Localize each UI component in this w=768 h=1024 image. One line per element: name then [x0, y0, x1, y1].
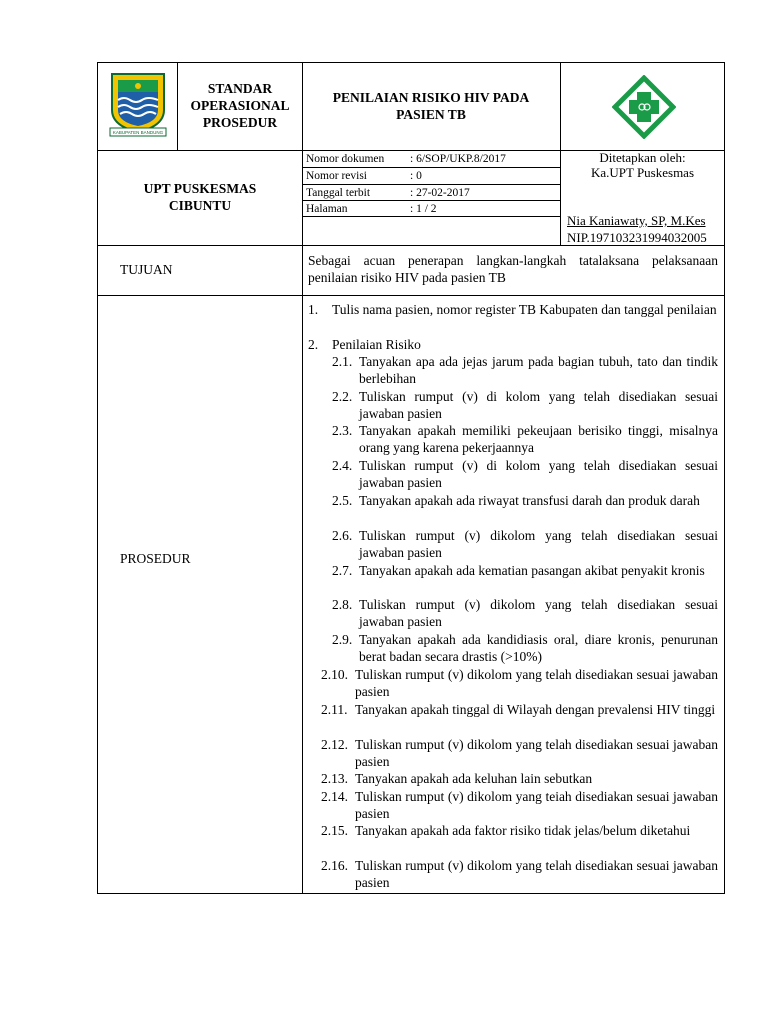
list-item-number: 2.15.	[321, 823, 348, 838]
list-item-number: 2.12.	[321, 737, 348, 752]
doc-info-label: Nomor revisi	[306, 170, 368, 182]
document-title: PENILAIAN RISIKO HIV PADA PASIEN TB	[332, 90, 530, 122]
list-item-number: 2.11.	[321, 702, 348, 717]
list-item-text: Tanyakan apakah ada kandidiasis oral, diare kronis, penurunan berat badan secara drastis (>10%)	[359, 632, 718, 665]
doc-info-value: : 1 / 2	[410, 203, 437, 215]
list-item-number: 2.10.	[321, 667, 348, 682]
organization-name: UPT PUSKESMAS CIBUNTU	[143, 181, 257, 213]
puskesmas-cross-logo	[612, 75, 676, 139]
doc-info-value: : 6/SOP/UKP.8/2017	[410, 153, 506, 165]
doc-info-value: : 0	[410, 170, 422, 182]
sop-title: STANDAR OPERASIONAL PROSEDUR	[190, 81, 290, 130]
list-item-text: Tuliskan rumput (v) dikolom yang telah disediakan sesuai jawaban pasien	[359, 597, 718, 630]
list-item-number: 2.6.	[332, 528, 353, 543]
list-item-text: Tuliskan rumput (v) di kolom yang telah disediakan sesuai jawaban pasien	[359, 458, 718, 491]
prosedur-label: PROSEDUR	[120, 551, 191, 566]
list-item-text: Tanyakan apakah ada keluhan lain sebutkan	[355, 771, 593, 786]
list-item-number: 2.16.	[321, 858, 348, 873]
logo-ribbon-text: KABUPATEN BANDUNG	[112, 130, 164, 135]
list-item-number: 2.8.	[332, 597, 353, 612]
list-item-number: 2.4.	[332, 458, 353, 473]
list-item-text: Tuliskan rumput (v) dikolom yang telah disediakan sesuai jawaban pasien	[355, 737, 718, 770]
list-item-text: Tanyakan apakah ada faktor risiko tidak jelas/belum diketahui	[355, 823, 691, 838]
doc-info-label: Halaman	[306, 203, 348, 215]
list-item-number: 2.3.	[332, 423, 353, 438]
list-item-number: 2.9.	[332, 632, 353, 647]
list-item-number: 2.	[308, 337, 319, 352]
approver-name: Nia Kaniawaty, SP, M.Kes	[567, 213, 706, 228]
list-item-number: 2.2.	[332, 389, 353, 404]
list-item-number: 2.13.	[321, 771, 348, 786]
list-item-text: Tanyakan apakah ada kematian pasangan akibat penyakit kronis	[359, 563, 705, 578]
list-item-text: Tuliskan rumput (v) dikolom yang telah disediakan sesuai jawaban pasien	[359, 528, 718, 561]
list-item-number: 2.7.	[332, 563, 353, 578]
approval-label: Ditetapkan oleh:	[599, 150, 686, 165]
list-item-number: 2.5.	[332, 493, 353, 508]
list-item-text: Tanyakan apakah tinggal di Wilayah dengan prevalensi HIV tinggi	[355, 702, 716, 717]
regency-logo	[106, 66, 170, 138]
list-item-text: Penilaian Risiko	[332, 337, 421, 352]
doc-info-label: Tanggal terbit	[306, 187, 371, 199]
tujuan-label: TUJUAN	[120, 262, 173, 277]
list-item-text: Tanyakan apakah memiliki pekeujaan berisiko tinggi, misalnya orang yang karena pekerjaannya	[359, 423, 718, 456]
list-item-text: Tuliskan rumput (v) di kolom yang telah disediakan sesuai jawaban pasien	[359, 389, 718, 422]
list-item-text: Tanyakan apa ada jejas jarum pada bagian tubuh, tato dan tindik berlebihan	[359, 354, 718, 387]
list-item-text: Tulis nama pasien, nomor register TB Kabupaten dan tanggal penilaian	[332, 302, 717, 317]
list-item-number: 2.14.	[321, 789, 348, 804]
list-item-text: Tanyakan apakah ada riwayat transfusi darah dan produk darah	[359, 493, 700, 508]
list-item-text: Tuliskan rumput (v) dikolom yang teiah disediakan sesuai jawaban pasien	[355, 789, 718, 822]
doc-info-value: : 27-02-2017	[410, 187, 470, 199]
doc-info-label: Nomor dokumen	[306, 153, 385, 165]
list-item-number: 1.	[308, 302, 319, 317]
approval-position: Ka.UPT Puskesmas	[590, 165, 695, 180]
tujuan-text: Sebagai acuan penerapan langkan-langkah tatalaksana pelaksanaan penilaian risiko HIV pada pasien TB	[308, 253, 718, 286]
list-item-text: Tuliskan rumput (v) dikolom yang telah disediakan sesuai jawaban pasien	[355, 667, 718, 700]
approver-nip: NIP.197103231994032005	[567, 230, 707, 245]
list-item-text: Tuliskan rumput (v) dikolom yang telah disediakan sesuai jawaban pasien	[355, 858, 718, 891]
list-item-number: 2.1.	[332, 354, 353, 369]
